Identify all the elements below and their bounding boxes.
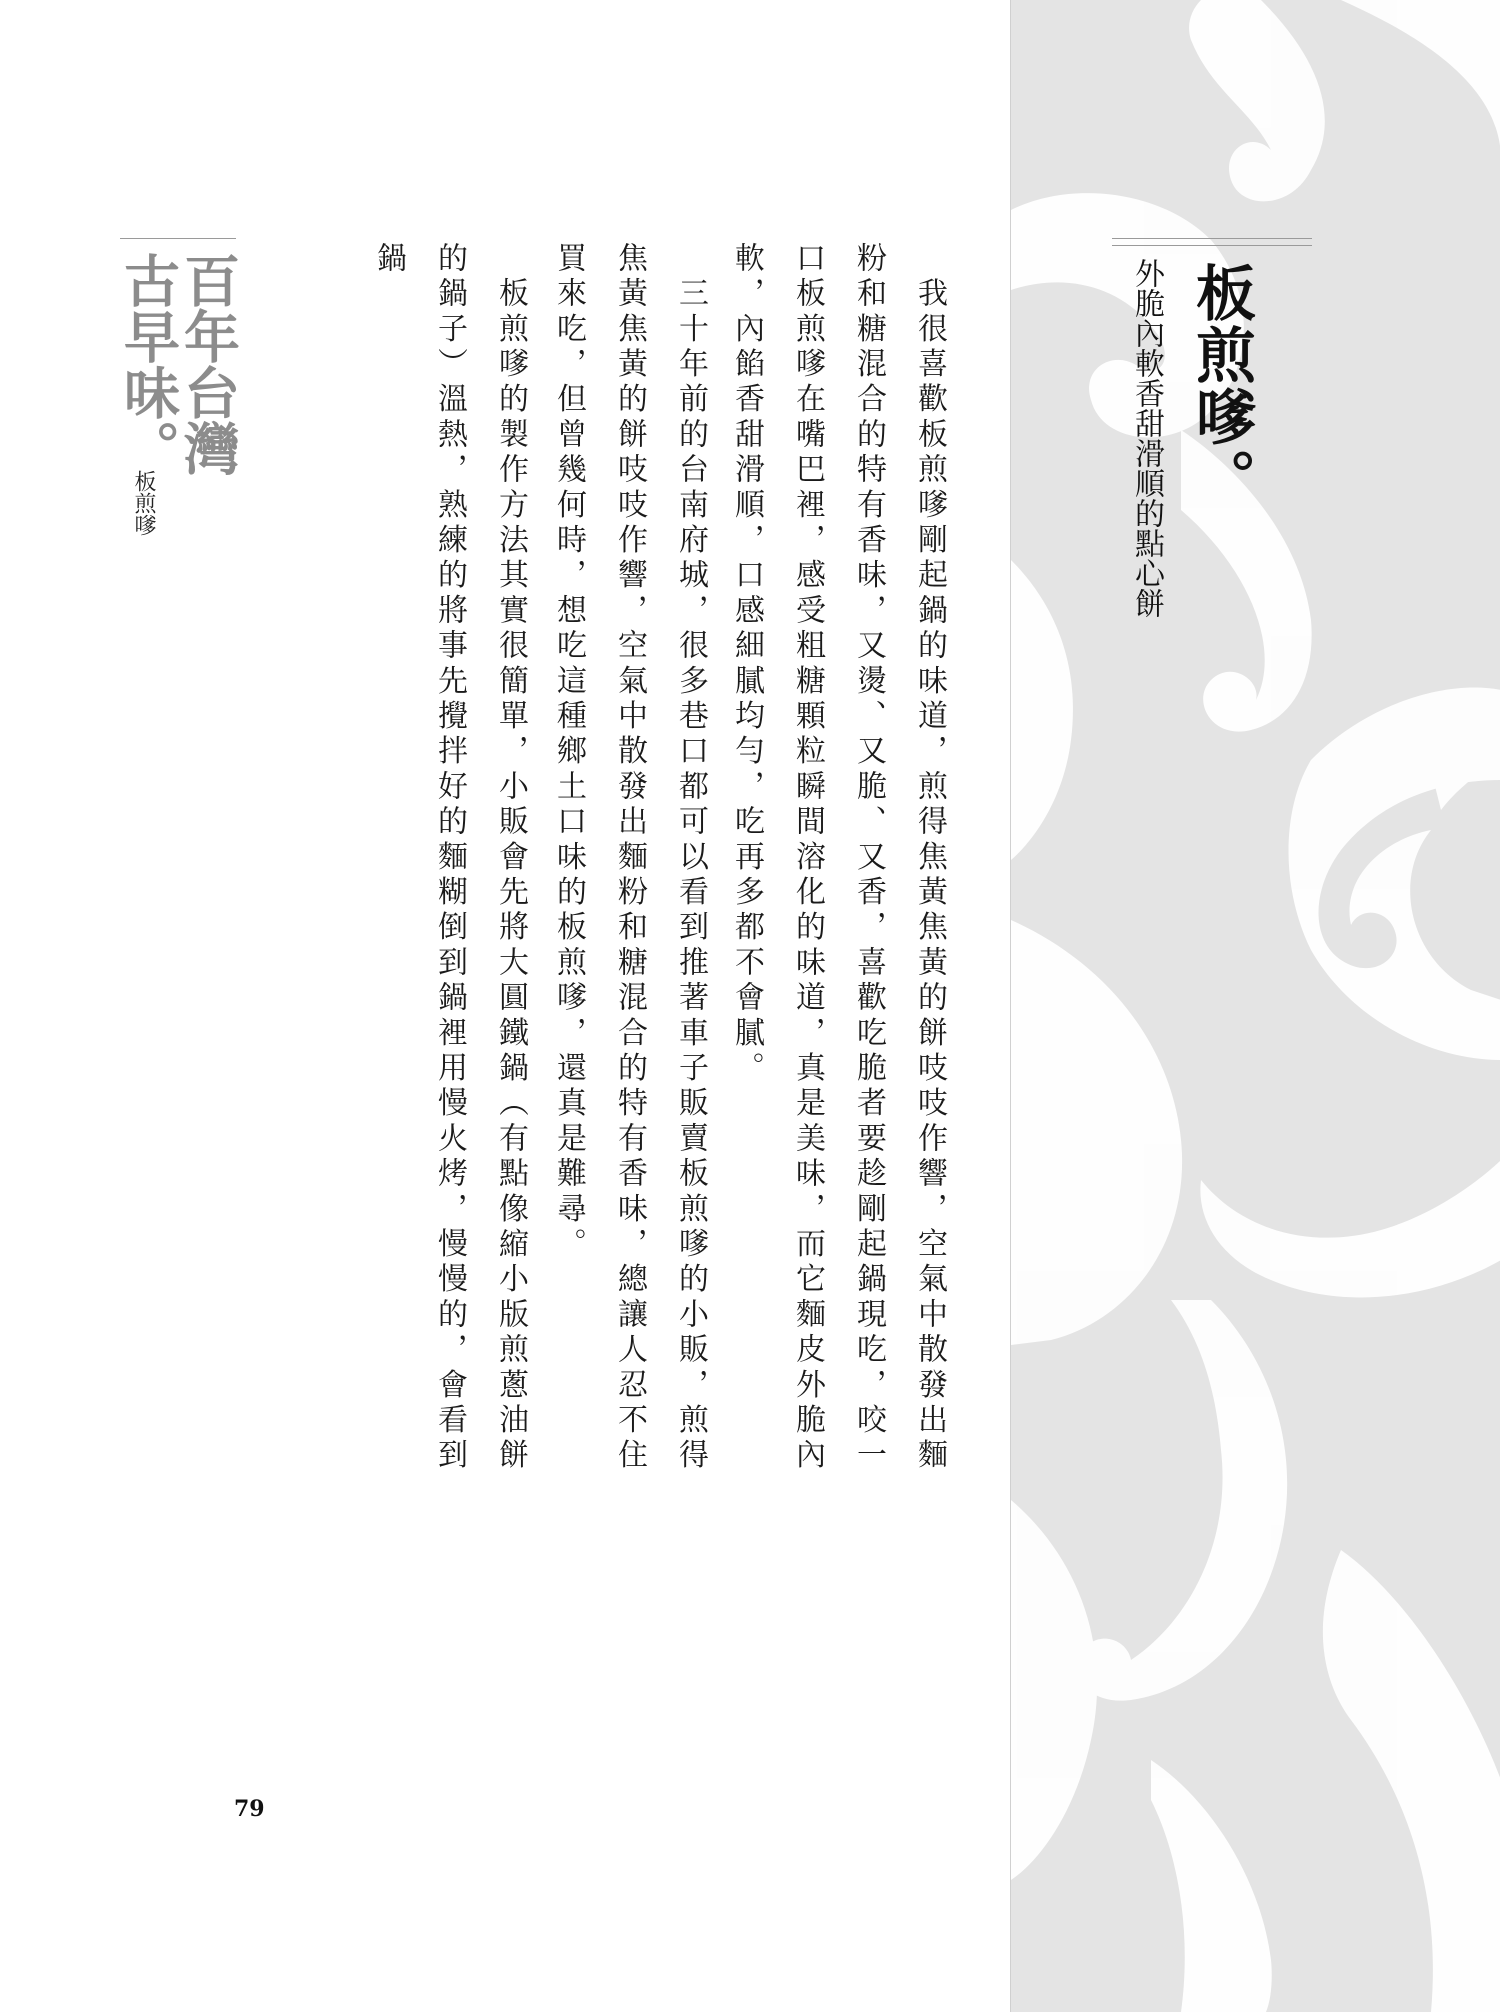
page-number: 79 bbox=[234, 1796, 265, 1822]
body-paragraph-2: 三十年前的台南府城，很多巷口都可以看到推著車子販賣板煎嗲的小販，煎得焦黃焦黃的餅吱吱作響，空氣中散發出麵粉和糖混合的特有香味，總讓人忍不住買來吃，但曾幾何時，想吃這種鄉土口味的板煎嗲，還真是難尋。 bbox=[551, 242, 708, 1474]
running-head-rule bbox=[120, 238, 236, 239]
chapter-title: 板煎嗲。 bbox=[1186, 262, 1256, 510]
body-paragraph-3: 板煎嗲的製作方法其實很簡單，小販會先將大圓鐵鍋（有點像縮小版煎蔥油餅的鍋子）溫熱，熟練的將事先攪拌好的麵糊倒到鍋裡用慢火烤，慢慢的，會看到鍋 bbox=[371, 242, 528, 1474]
body-paragraph-1: 我很喜歡板煎嗲剛起鍋的味道，煎得焦黃焦黃的餅吱吱作響，空氣中散發出麵粉和糖混合的特有香味，又燙、又脆、又香，喜歡吃脆者要趁剛起鍋現吃，咬一口板煎嗲在嘴巴裡，感受粗糖顆粒瞬間溶化的味道，真是美味，而它麵皮外脆內軟，內餡香甜滑順，口感細膩均勻，吃再多都不會膩。 bbox=[729, 242, 947, 1474]
series-title: 百年台灣古早味。 bbox=[115, 252, 241, 476]
running-head-section: 板煎嗲 bbox=[131, 470, 156, 536]
chapter-subtitle: 外脆內軟香甜滑順的點心餅 bbox=[1129, 258, 1164, 618]
title-double-rule bbox=[1112, 238, 1312, 246]
